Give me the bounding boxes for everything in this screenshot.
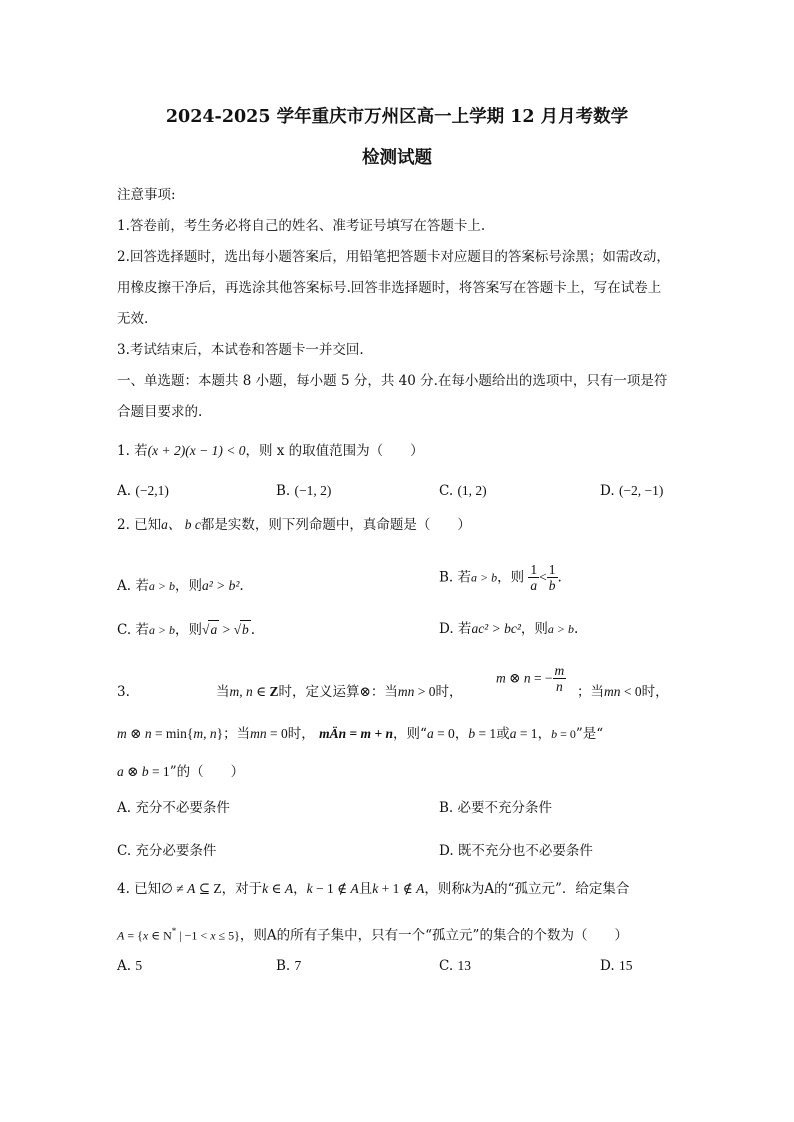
question-4-option-d: D. 15 (600, 958, 633, 974)
question-2-option-c: C. 若a > b，则√a > √b . (117, 622, 256, 638)
question-1-option-b: B. (−1, 2) (276, 483, 332, 499)
question-3-option-a: A. 充分不必要条件 (117, 800, 230, 816)
fraction-one-over-a: $\frac{1}{a}$ (530, 562, 538, 593)
question-2-vars: a、 b c (161, 517, 201, 532)
question-3-number: 3. (117, 684, 130, 700)
exam-title-line1: 2024-2025 学年重庆市万州区高一上学期 12 月月考数学 (165, 107, 629, 127)
fraction-one-over-b: $\frac{1}{b}$ (548, 562, 556, 593)
exam-title-line2: 检测试题 (362, 148, 432, 168)
question-4-option-a: A. 5 (117, 958, 143, 974)
question-2-option-a: A. 若a > b，则a² > b². (117, 578, 244, 594)
question-3-option-d: D. 既不充分也不必要条件 (439, 843, 593, 859)
notice-item-1: 1.答卷前，考生务必将自己的姓名、准考证号填写在答题卡上. (117, 218, 486, 234)
notice-item-2-line2: 用橡皮擦干净后，再选涂其他答案标号.回答非选择题时，将答案写在答题卡上，写在试卷上 (117, 280, 662, 296)
question-4-option-c: C. 13 (439, 958, 471, 974)
question-1-inequality: (x + 2)(x − 1) < 0 (147, 443, 246, 458)
question-3-line3: a ⊗ b = 1”的（ ） (117, 764, 245, 780)
question-3-line2: m ⊗ n = min{m, n}；当mn = 0时， mÄn = m + n，则“a = 0，b = 1或a = 1，b = 0”是“ (117, 726, 604, 742)
question-2-stem: 2. 已知a、 b c都是实数，则下列命题中，真命题是（ ） (117, 517, 471, 533)
question-1-stem (117, 442, 424, 460)
question-1-option-d: D. (−2, −1) (600, 483, 664, 499)
question-4-option-b: B. 7 (276, 958, 302, 974)
question-4-line1: 4. 已知∅ ≠ A ⊆ Z，对于k ∈ A，k − 1 ∉ A且k + 1 ∉ A，则称k为A的“孤立元”．给定集合 (117, 881, 630, 897)
question-1-tail: ，则 x 的取值范围为（ ） (245, 443, 424, 459)
notice-item-3: 3.考试结束后，本试卷和答题卡一并交回. (117, 342, 364, 358)
notice-item-2-line1: 2.回答选择题时，选出每小题答案后，用铅笔把答题卡对应题目的答案标号涂黑；如需改动， (117, 249, 670, 265)
section-header-line1: 一、单选题：本题共 8 小题，每小题 5 分，共 40 分.在每小题给出的选项中，只有一项是符 (117, 373, 668, 389)
section-header-line2: 合题目要求的. (117, 404, 203, 420)
question-3-option-b: B. 必要不充分条件 (439, 800, 553, 816)
question-1-option-c: C. (1, 2) (439, 483, 487, 499)
question-2-option-d: D. 若ac² > bc²，则a > b. (439, 621, 579, 637)
fraction-m-over-n: $\frac{m}{n}$ (554, 663, 565, 694)
question-1-number: 1. 若 (117, 443, 148, 459)
question-2-option-b: B. 若a > b，则 $\frac{1}{a}$ < $\frac{1}{b}$ . (439, 562, 562, 593)
question-1-option-a: A. (−2,1) (117, 483, 169, 499)
question-3-option-c: C. 充分必要条件 (117, 843, 217, 859)
question-3-line1-tail: ；当mn < 0时， (577, 684, 669, 700)
question-4-line2: A = {x ∈ N* | −1 < x ≤ 5}，则A的所有子集中，只有一个“孤立元”的集合的个数为（ ） (117, 926, 628, 944)
question-3-line1: 当m, n ∈ Z时，定义运算⊗：当mn > 0时， (216, 684, 463, 700)
notice-item-2-line3: 无效. (117, 311, 149, 327)
notice-heading: 注意事项: (117, 187, 176, 203)
question-3-positive-case: m ⊗ n = − $\frac{m}{n}$ (496, 663, 565, 694)
